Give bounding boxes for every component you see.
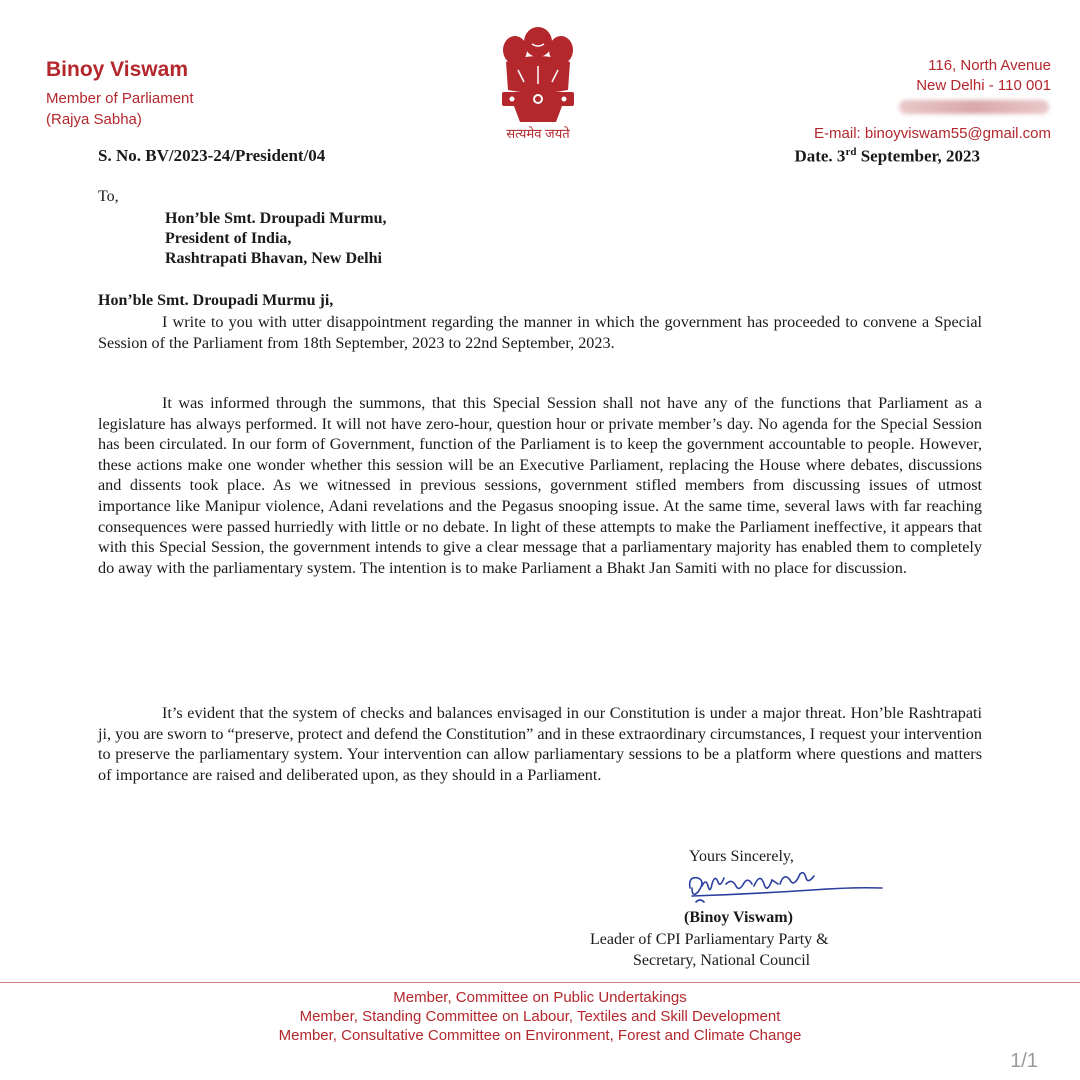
closing-sign-off: Yours Sincerely, bbox=[689, 848, 794, 865]
footer-divider bbox=[0, 982, 1080, 983]
signatory-name: (Binoy Viswam) bbox=[684, 909, 793, 926]
recipient-name: Hon’ble Smt. Droupadi Murmu, bbox=[165, 210, 387, 227]
signatory-title-1: Leader of CPI Parliamentary Party & bbox=[590, 931, 829, 948]
sender-role: Member of Parliament bbox=[46, 90, 194, 107]
body-paragraph-2: It was informed through the summons, that this Special Session shall not have any of the functions that Parliament as a legislature has always performed. It will not have zero-hour, question hour or private member’s day. No agenda for the Special Session has been circulated. In our form of Government, function of the Parliament is to keep the government accountable to people. However, these actions make one wonder whether this session will be an Executive Parliament, replacing the House where debates, discussions and dissents took place. As we witnessed in previous sessions, government stifled members from discussing issues of utmost importance like Manipur violence, Adani revelations and the Pegasus snooping issue. At the same time, several laws with far reaching consequences were passed hurriedly with little or no debate. In light of these attempts to make the Parliament ineffective, it appears that with this Special Session, the government intends to give a clear message that a parliamentary majority has enabled them to completely do away with the parliamentary system. The intention is to make Parliament a Bhakt Jan Samiti with no place for discussion. bbox=[98, 394, 982, 577]
letter-date bbox=[794, 146, 980, 167]
email-address: E-mail: binoyviswam55@gmail.com bbox=[814, 125, 1051, 142]
recipient-address: Rashtrapati Bhavan, New Delhi bbox=[165, 250, 382, 267]
body-paragraph-3: It’s evident that the system of checks and balances envisaged in our Constitution is under a major threat. Hon’ble Rashtrapati ji, you are sworn to “preserve, protect and defend the Constitution” and in these extraordinary circumstances, I request your intervention to preserve the parliamentary system. Your intervention can allow parliamentary sessions to be a platform where questions and matters of importance are raised and deliberated upon, as they should in a Parliament. bbox=[98, 704, 982, 784]
recipient-title: President of India, bbox=[165, 230, 292, 247]
footer-committee-3: Member, Consultative Committee on Environment, Forest and Climate Change bbox=[278, 1027, 802, 1044]
date-ordinal: rd bbox=[845, 146, 857, 158]
address-line-2: New Delhi - 110 001 bbox=[916, 77, 1051, 94]
sender-house: (Rajya Sabha) bbox=[46, 111, 142, 128]
sender-name: Binoy Viswam bbox=[46, 58, 188, 81]
footer-committee-1: Member, Committee on Public Undertakings bbox=[393, 989, 687, 1006]
salutation: Hon’ble Smt. Droupadi Murmu ji, bbox=[98, 292, 334, 309]
to-label: To, bbox=[98, 188, 119, 205]
redacted-phone-number bbox=[899, 100, 1049, 114]
footer-committee-2: Member, Standing Committee on Labour, Textiles and Skill Development bbox=[299, 1008, 781, 1025]
date-day: Date. 3 bbox=[794, 146, 846, 166]
signatory-title-2: Secretary, National Council bbox=[633, 952, 811, 969]
date-month-year: September, 2023 bbox=[856, 146, 980, 166]
address-line-1: 116, North Avenue bbox=[928, 57, 1051, 74]
body-paragraph-1: I write to you with utter disappointment regarding the manner in which the government has proceeded to convene a Special Session of the Parliament from 18th September, 2023 to 22nd September, 2023. bbox=[98, 313, 982, 352]
national-emblem-icon bbox=[488, 22, 588, 126]
handwritten-signature bbox=[684, 866, 884, 908]
page-indicator: 1/1 bbox=[1010, 1050, 1038, 1072]
emblem-motto: सत्यमेव जयते bbox=[506, 126, 570, 141]
reference-number: S. No. BV/2023-24/President/04 bbox=[98, 146, 326, 165]
